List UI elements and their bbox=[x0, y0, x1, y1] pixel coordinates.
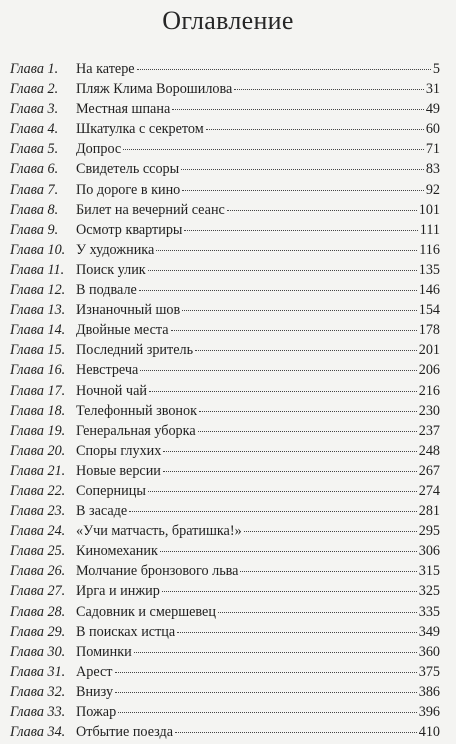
chapter-number: Глава 7. bbox=[10, 181, 59, 198]
chapter-number: Глава 19. bbox=[10, 422, 66, 439]
toc-entry bbox=[10, 463, 440, 483]
chapter-number: Глава 14. bbox=[10, 322, 66, 339]
page-title: Оглавление bbox=[162, 6, 294, 35]
chapter-title: Киномеханик bbox=[76, 543, 158, 560]
toc-entry bbox=[10, 61, 440, 81]
chapter-number: Глава 32. bbox=[10, 683, 66, 700]
dot-leader bbox=[139, 290, 417, 291]
chapter-title: Пляж Клима Ворошилова bbox=[76, 81, 233, 98]
page-number: 281 bbox=[418, 503, 440, 520]
dot-leader bbox=[227, 210, 417, 211]
page-number: 295 bbox=[418, 523, 440, 540]
chapter-number: Глава 18. bbox=[10, 402, 66, 419]
dot-leader bbox=[118, 712, 417, 713]
toc-entry bbox=[10, 262, 440, 282]
page-number: 178 bbox=[418, 322, 440, 339]
toc-entry bbox=[10, 101, 440, 121]
dot-leader bbox=[199, 411, 417, 412]
toc-entry bbox=[10, 563, 440, 583]
page-number: 216 bbox=[418, 382, 440, 399]
toc-entry bbox=[10, 202, 440, 222]
dot-leader bbox=[244, 531, 417, 532]
chapter-title: У художника bbox=[76, 241, 155, 258]
toc-entry bbox=[10, 121, 440, 141]
chapter-number: Глава 15. bbox=[10, 342, 66, 359]
chapter-title: Соперницы bbox=[76, 482, 146, 499]
dot-leader bbox=[137, 69, 431, 70]
dot-leader bbox=[184, 230, 417, 231]
page-number: 154 bbox=[418, 302, 440, 319]
chapter-title: Новые версии bbox=[76, 462, 161, 479]
chapter-number: Глава 10. bbox=[10, 241, 66, 258]
chapter-title: Арест bbox=[76, 663, 113, 680]
chapter-title: Ирга и инжир bbox=[76, 583, 160, 600]
chapter-number: Глава 12. bbox=[10, 282, 66, 299]
toc-entry bbox=[10, 704, 440, 724]
chapter-title: Молчание бронзового льва bbox=[76, 563, 239, 580]
chapter-number: Глава 31. bbox=[10, 663, 66, 680]
dot-leader bbox=[148, 270, 417, 271]
toc-entry bbox=[10, 503, 440, 523]
chapter-number: Глава 4. bbox=[10, 121, 59, 138]
chapter-title: Свидетель ссоры bbox=[76, 161, 180, 178]
dot-leader bbox=[218, 612, 417, 613]
chapter-title: Местная шпана bbox=[76, 101, 171, 118]
toc-entry bbox=[10, 604, 440, 624]
dot-leader bbox=[182, 310, 417, 311]
page-number: 206 bbox=[418, 362, 440, 379]
chapter-number: Глава 28. bbox=[10, 603, 66, 620]
chapter-number: Глава 22. bbox=[10, 482, 66, 499]
page-number: 49 bbox=[425, 101, 440, 118]
dot-leader bbox=[115, 692, 417, 693]
chapter-number: Глава 20. bbox=[10, 442, 66, 459]
chapter-title: Билет на вечерний сеанс bbox=[76, 201, 225, 218]
chapter-title: Генеральная уборка bbox=[76, 422, 196, 439]
chapter-number: Глава 17. bbox=[10, 382, 66, 399]
dot-leader bbox=[123, 149, 424, 150]
dot-leader bbox=[198, 431, 417, 432]
chapter-number: Глава 23. bbox=[10, 503, 66, 520]
chapter-number: Глава 9. bbox=[10, 221, 59, 238]
toc-entry bbox=[10, 362, 440, 382]
toc-entry bbox=[10, 684, 440, 704]
toc-entry bbox=[10, 322, 440, 342]
page-number: 135 bbox=[418, 261, 440, 278]
page-number: 386 bbox=[418, 683, 440, 700]
toc-entry bbox=[10, 644, 440, 664]
toc-entry bbox=[10, 182, 440, 202]
page-number: 92 bbox=[425, 181, 440, 198]
toc-entry bbox=[10, 383, 440, 403]
dot-leader bbox=[234, 89, 424, 90]
chapter-number: Глава 34. bbox=[10, 724, 66, 741]
page-number: 5 bbox=[432, 61, 440, 77]
chapter-title: Садовник и смершевец bbox=[76, 603, 216, 620]
toc-entry bbox=[10, 523, 440, 543]
dot-leader bbox=[162, 591, 417, 592]
chapter-number: Глава 2. bbox=[10, 81, 59, 98]
dot-leader bbox=[195, 350, 417, 351]
dot-leader bbox=[134, 652, 417, 653]
dot-leader bbox=[175, 732, 417, 733]
page-number: 306 bbox=[418, 543, 440, 560]
page-number: 71 bbox=[425, 141, 440, 158]
dot-leader bbox=[163, 471, 417, 472]
chapter-number: Глава 13. bbox=[10, 302, 66, 319]
toc-entry bbox=[10, 242, 440, 262]
page-number: 31 bbox=[425, 81, 440, 98]
chapter-title: Телефонный звонок bbox=[76, 402, 197, 419]
dot-leader bbox=[115, 672, 417, 673]
dot-leader bbox=[171, 330, 417, 331]
dot-leader bbox=[129, 511, 417, 512]
table-of-contents bbox=[10, 61, 440, 744]
chapter-number: Глава 29. bbox=[10, 623, 66, 640]
toc-entry bbox=[10, 543, 440, 563]
chapter-number: Глава 6. bbox=[10, 161, 59, 178]
toc-entry bbox=[10, 342, 440, 362]
toc-entry bbox=[10, 302, 440, 322]
page-number: 325 bbox=[418, 583, 440, 600]
chapter-title: «Учи матчасть, братишка!» bbox=[76, 523, 242, 540]
chapter-number: Глава 5. bbox=[10, 141, 59, 158]
chapter-number: Глава 11. bbox=[10, 261, 65, 278]
page-number: 111 bbox=[419, 221, 440, 238]
dot-leader bbox=[177, 632, 417, 633]
page-number: 146 bbox=[418, 282, 440, 299]
page-number: 237 bbox=[418, 422, 440, 439]
page-number: 375 bbox=[418, 663, 440, 680]
toc-entry bbox=[10, 624, 440, 644]
chapter-title: На катере bbox=[76, 61, 135, 77]
chapter-number: Глава 3. bbox=[10, 101, 59, 118]
chapter-title: Шкатулка с секретом bbox=[76, 121, 204, 138]
chapter-number: Глава 16. bbox=[10, 362, 66, 379]
page-number: 101 bbox=[418, 201, 440, 218]
chapter-title: Осмотр квартиры bbox=[76, 221, 183, 238]
toc-entry bbox=[10, 443, 440, 463]
dot-leader bbox=[172, 109, 424, 110]
toc-entry bbox=[10, 583, 440, 603]
chapter-title: Невстреча bbox=[76, 362, 139, 379]
chapter-number: Глава 8. bbox=[10, 201, 59, 218]
page-number: 410 bbox=[418, 724, 440, 741]
dot-leader bbox=[156, 250, 417, 251]
page-number: 274 bbox=[418, 482, 440, 499]
chapter-title: Ночной чай bbox=[76, 382, 147, 399]
page-number: 335 bbox=[418, 603, 440, 620]
toc-entry bbox=[10, 81, 440, 101]
page-number: 315 bbox=[418, 563, 440, 580]
dot-leader bbox=[160, 551, 417, 552]
page-number: 230 bbox=[418, 402, 440, 419]
chapter-title: Изнаночный шов bbox=[76, 302, 181, 319]
chapter-number: Глава 25. bbox=[10, 543, 66, 560]
chapter-title: Поиск улик bbox=[76, 261, 146, 278]
chapter-title: Допрос bbox=[76, 141, 122, 158]
dot-leader bbox=[163, 451, 416, 452]
page-number: 248 bbox=[418, 442, 440, 459]
chapter-title: Отбытие поезда bbox=[76, 724, 174, 741]
page-number: 349 bbox=[418, 623, 440, 640]
chapter-title: Последний зритель bbox=[76, 342, 194, 359]
chapter-title: В засаде bbox=[76, 503, 128, 520]
page-number: 396 bbox=[418, 704, 440, 720]
chapter-title: В поисках истца bbox=[76, 623, 176, 640]
toc-entry bbox=[10, 724, 440, 744]
dot-leader bbox=[148, 491, 417, 492]
dot-leader bbox=[240, 571, 416, 572]
chapter-title: Поминки bbox=[76, 643, 132, 660]
toc-entry bbox=[10, 423, 440, 443]
page-number: 83 bbox=[425, 161, 440, 178]
chapter-number: Глава 1. bbox=[10, 61, 59, 77]
chapter-number: Глава 24. bbox=[10, 523, 66, 540]
chapter-title: Внизу bbox=[76, 683, 114, 700]
page-number: 60 bbox=[425, 121, 440, 138]
chapter-number: Глава 30. bbox=[10, 643, 66, 660]
toc-entry bbox=[10, 483, 440, 503]
dot-leader bbox=[149, 391, 417, 392]
chapter-title: Пожар bbox=[76, 704, 117, 720]
dot-leader bbox=[206, 129, 424, 130]
dot-leader bbox=[140, 370, 416, 371]
page-number: 116 bbox=[419, 241, 440, 258]
chapter-title: Двойные места bbox=[76, 322, 169, 339]
dot-leader bbox=[182, 190, 424, 191]
page-number: 267 bbox=[418, 462, 440, 479]
chapter-title: По дороге в кино bbox=[76, 181, 181, 198]
toc-entry bbox=[10, 222, 440, 242]
toc-entry bbox=[10, 282, 440, 302]
toc-entry bbox=[10, 664, 440, 684]
dot-leader bbox=[181, 169, 424, 170]
chapter-number: Глава 27. bbox=[10, 583, 66, 600]
chapter-number: Глава 26. bbox=[10, 563, 66, 580]
chapter-title: Споры глухих bbox=[76, 442, 162, 459]
toc-entry bbox=[10, 141, 440, 161]
toc-entry bbox=[10, 161, 440, 181]
page-number: 360 bbox=[418, 643, 440, 660]
toc-entry bbox=[10, 403, 440, 423]
chapter-title: В подвале bbox=[76, 282, 137, 299]
chapter-number: Глава 33. bbox=[10, 704, 66, 720]
chapter-number: Глава 21. bbox=[10, 462, 66, 479]
page-number: 201 bbox=[418, 342, 440, 359]
